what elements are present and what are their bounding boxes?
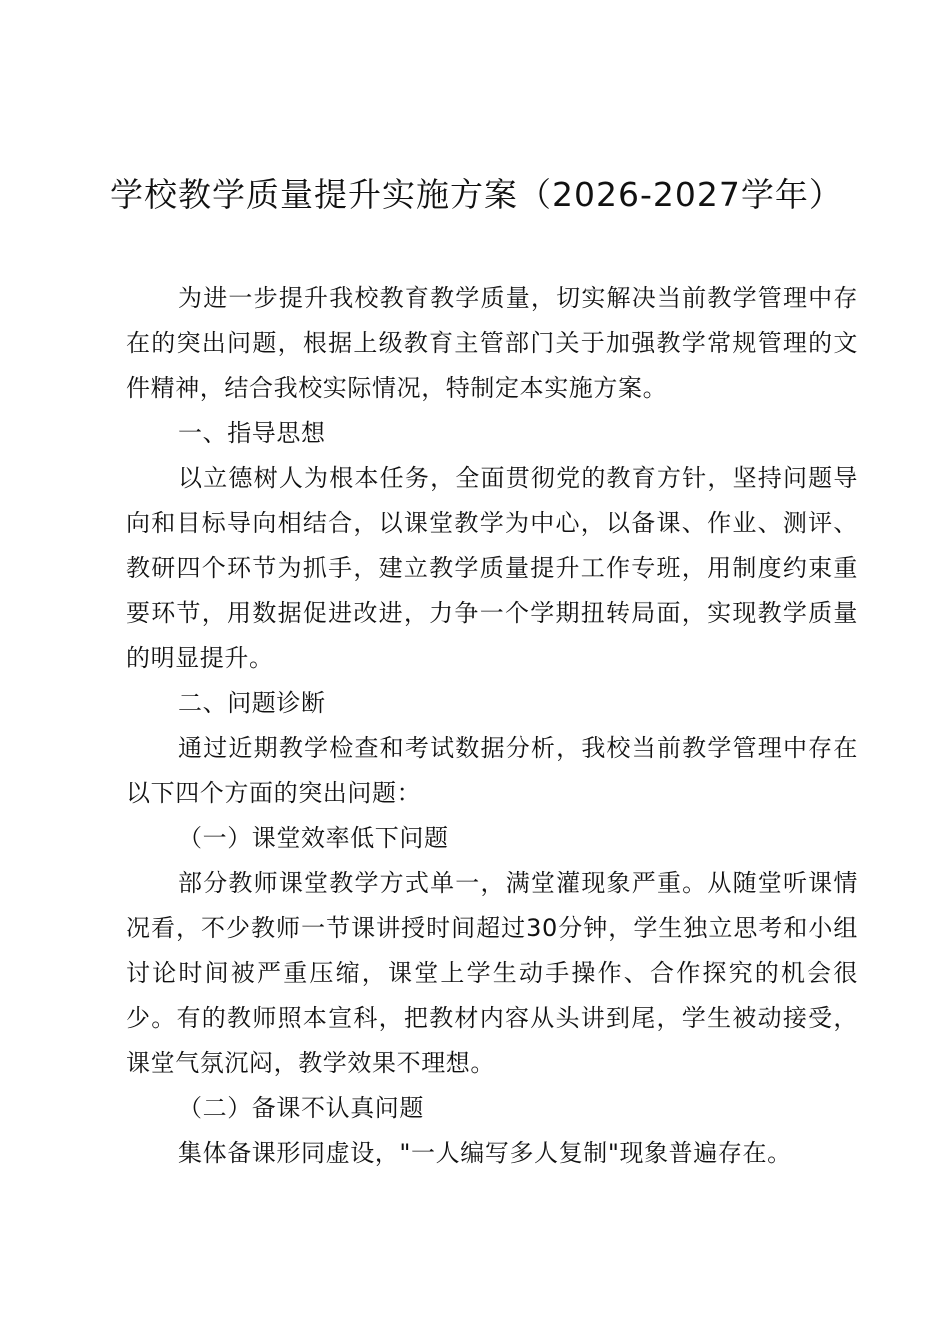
subheading-lesson-preparation: （二）备课不认真问题: [178, 1094, 424, 1122]
document-body: [126, 276, 858, 1176]
document-title: 学校教学质量提升实施方案（2026-2027学年）: [110, 175, 843, 214]
classroom-efficiency-paragraph: 部分教师课堂教学方式单一，满堂灌现象严重。从随堂听课情况看，不少教师一节课讲授时间超过30分钟，学生独立思考和小组讨论时间被严重压缩，课堂上学生动手操作、合作探究的机会很少。有的教师照本宣科，把教材内容从头讲到尾，学生被动接受，课堂气氛沉闷，教学效果不理想。: [126, 869, 858, 1077]
section-heading-guiding-ideology: 一、指导思想: [178, 419, 326, 447]
subheading-classroom-efficiency: （一）课堂效率低下问题: [178, 824, 449, 852]
lesson-preparation-paragraph: 集体备课形同虚设，"一人编写多人复制"现象普遍存在。: [178, 1139, 792, 1167]
guiding-ideology-paragraph: 以立德树人为根本任务，全面贯彻党的教育方针，坚持问题导向和目标导向相结合，以课堂教学为中心，以备课、作业、测评、教研四个环节为抓手，建立教学质量提升工作专班，用制度约束重要环节，用数据促进改进，力争一个学期扭转局面，实现教学质量的明显提升。: [126, 464, 858, 672]
intro-paragraph: 为进一步提升我校教育教学质量，切实解决当前教学管理中存在的突出问题，根据上级教育主管部门关于加强教学常规管理的文件精神，结合我校实际情况，特制定本实施方案。: [126, 284, 858, 402]
problem-diagnosis-paragraph: 通过近期教学检查和考试数据分析，我校当前教学管理中存在以下四个方面的突出问题：: [126, 734, 858, 807]
section-heading-problem-diagnosis: 二、问题诊断: [178, 689, 326, 717]
